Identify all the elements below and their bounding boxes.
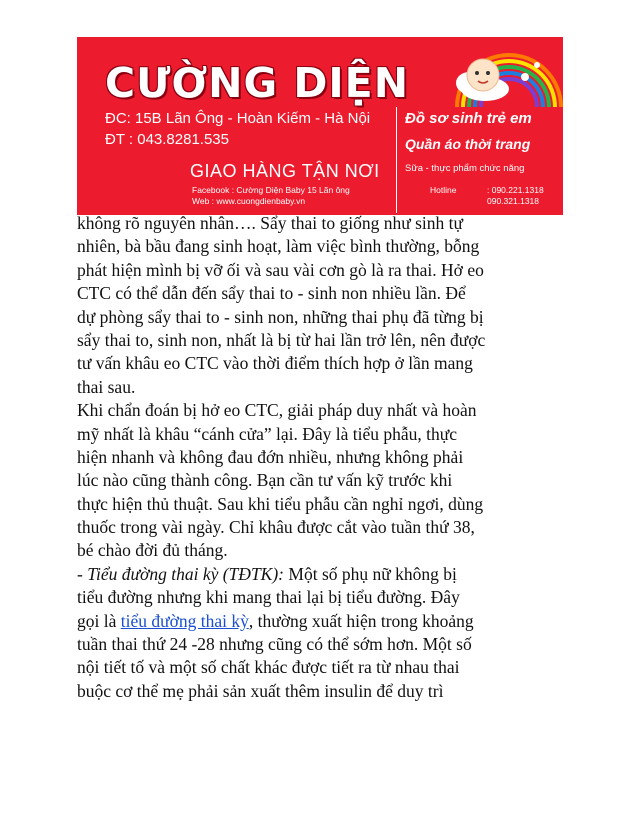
- text-fragment: Một số phụ nữ không bị: [284, 563, 457, 584]
- text-line: phát hiện mình bị vỡ ối và sau vài cơn gò là ra thai. Hở eo: [77, 259, 484, 280]
- text-line: [77, 563, 567, 586]
- text-line: buộc cơ thể mẹ phải sản xuất thêm insulin để duy trì: [77, 680, 444, 701]
- text-line: nhiên, bà bầu đang sinh hoạt, làm việc bình thường, bỗng: [77, 236, 480, 257]
- tagline-newborn: Đồ sơ sinh trẻ em: [405, 110, 532, 127]
- text-line: nội tiết tố và một số chất khác được tiết ra từ nhau thai: [77, 657, 460, 678]
- store-address: ĐC: 15B Lãn Ông - Hoàn Kiếm - Hà Nội: [105, 110, 371, 127]
- text-line: CTC có thể dẫn đến sẩy thai to - sinh non nhiều lần. Để: [77, 283, 466, 304]
- rainbow-baby-illustration: [417, 37, 563, 109]
- hotline-number-1: : 090.221.1318: [487, 185, 544, 195]
- store-phone: ĐT : 043.8281.535: [105, 131, 229, 148]
- text-line: mỹ nhất là khâu “cánh cửa” lại. Đây là tiểu phẫu, thực: [77, 423, 458, 444]
- text-fragment: , thường xuất hiện trong khoảng: [248, 610, 474, 631]
- tagline-fashion: Quần áo thời trang: [405, 136, 531, 152]
- article-body: [77, 212, 567, 703]
- website-info: Web : www.cuongdienbaby.vn: [192, 196, 306, 206]
- paragraph-treatment: [77, 399, 567, 563]
- paragraph-cervical-cause: [77, 212, 567, 399]
- text-line: hiện nhanh và không đau đớn nhiều, nhưng không phải: [77, 446, 464, 467]
- text-fragment: gọi là: [77, 610, 121, 631]
- text-line: tiểu đường nhưng khi mang thai lại bị tiểu đường. Đây: [77, 587, 460, 608]
- text-line: tuần thai thứ 24 -28 nhưng cũng có thể sớm hơn. Một số: [77, 634, 472, 655]
- gestational-diabetes-link[interactable]: tiểu đường thai kỳ: [120, 610, 249, 631]
- paragraph-gestational-diabetes: [77, 563, 567, 703]
- text-line: [77, 610, 567, 633]
- tagline-milk: Sữa - thực phẩm chức năng: [405, 163, 525, 174]
- bullet-dash: -: [77, 563, 88, 584]
- text-line: bé chào đời đủ tháng.: [77, 540, 228, 561]
- text-line: không rõ nguyên nhân…. Sẩy thai to giống như sinh tự: [77, 213, 463, 233]
- text-line: sẩy thai to, sinh non, nhất là bị từ hai lần trở lên, nên được: [77, 329, 486, 350]
- shipping-slogan: GIAO HÀNG TẬN NƠI: [190, 161, 380, 181]
- hotline-number-2: 090.321.1318: [487, 196, 539, 206]
- banner-divider: [396, 107, 397, 213]
- text-line: dự phòng sẩy thai to - sinh non, những thai phụ đã từng bị: [77, 306, 484, 327]
- text-line: tư vấn khâu eo CTC vào thời điểm thích hợp ở lần mang: [77, 353, 473, 374]
- text-line: Khi chẩn đoán bị hở eo CTC, giải pháp duy nhất và hoàn: [77, 400, 477, 421]
- text-line: thực hiện thủ thuật. Sau khi tiểu phẫu cần nghỉ ngơi, dùng: [77, 493, 484, 514]
- section-term: Tiểu đường thai kỳ (TĐTK):: [87, 563, 285, 584]
- text-line: thuốc trong vài ngày. Chỉ khâu được cắt vào tuần thứ 38,: [77, 517, 475, 538]
- store-banner: [77, 37, 563, 215]
- text-line: thai sau.: [77, 376, 136, 397]
- facebook-info: Facebook : Cường Diện Baby 15 Lãn ông: [192, 185, 350, 195]
- text-line: lúc nào cũng thành công. Bạn cần tư vấn kỹ trước khi: [77, 470, 453, 491]
- hotline-label: Hotline: [430, 185, 457, 195]
- brand-logo-text: CƯỜNG DIỆN: [105, 59, 410, 107]
